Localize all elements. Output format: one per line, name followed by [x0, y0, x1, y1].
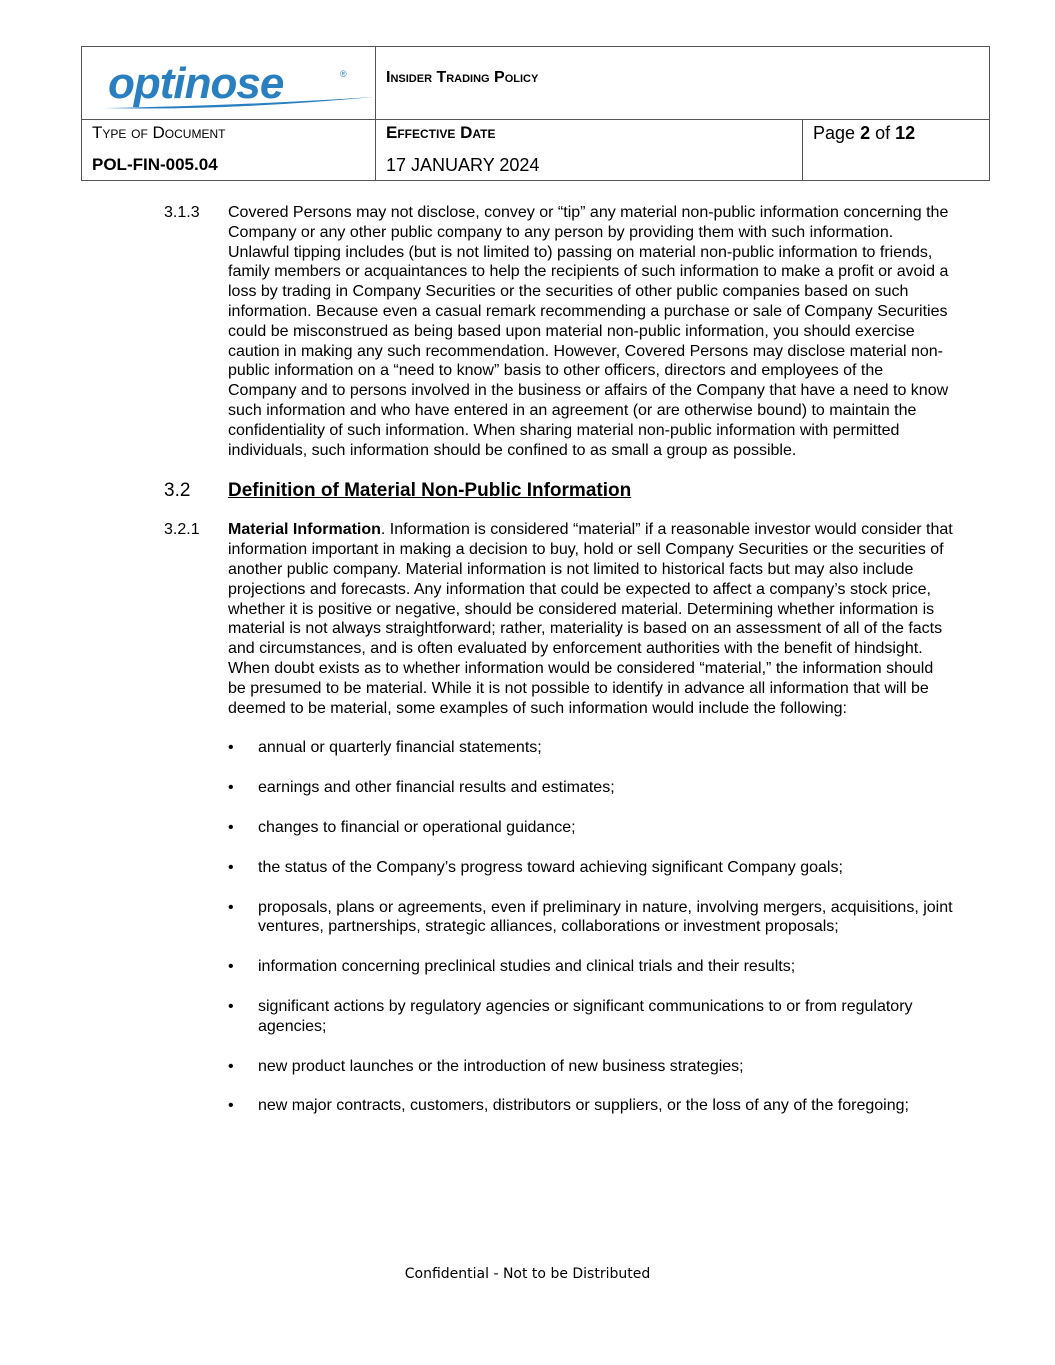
page-total: 12 [895, 123, 916, 143]
logo-wordmark: optinose [108, 59, 284, 108]
effective-date-label: Effective Date [386, 123, 496, 142]
logo-swoosh-icon [102, 97, 382, 111]
title-cell [376, 47, 990, 120]
document-header-table [81, 46, 990, 181]
list-item: • new product launches or the introduction of new business strategies; [228, 1057, 954, 1077]
type-cell [82, 120, 376, 181]
effective-date-value: 17 JANUARY 2024 [386, 155, 540, 175]
logo-registered-mark: ® [340, 69, 347, 79]
section-3-2-1 [164, 520, 954, 718]
section-number: 3.1.3 [164, 204, 200, 221]
section-3-2-heading [164, 479, 954, 503]
list-item: • new major contracts, customers, distributors or suppliers, or the loss of any of the foregoing; [228, 1096, 954, 1116]
section-text: Covered Persons may not disclose, convey or “tip” any material non-public information concerning the Company or any other public company to any person by providing them with such information. Unlawful tipping includes (but is not limited to) passing on material non-public information to friends, family members or acquaintances to help the recipients of such information to make a profit or avoid a loss by trading in Company Securities or the securities of other public companies based on such information. Because even a casual remark recommending a purchase or sale of Company Securities could be misconstrued as being based upon material non-public information, you should exercise caution in making any such recommendation. However, Covered Persons may disclose material non-public information on a “need to know” basis to other officers, directors and employees of the Company and to persons involved in the business or affairs of the Company that have a need to know such information and who have entered in an agreement (or are otherwise bound) to maintain the confidentiality of such information. When sharing material non-public information with permitted individuals, such information should be confined to as small a group as possible. [228, 204, 949, 459]
list-item: • significant actions by regulatory agencies or significant communications to or from regulatory agencies; [228, 997, 954, 1037]
section-number: 3.2.1 [164, 521, 200, 539]
list-item: • information concerning preclinical studies and clinical trials and their results; [228, 957, 954, 977]
document-id: POL-FIN-005.04 [92, 155, 218, 174]
logo-cell [82, 47, 376, 120]
section-3-1-3 [164, 203, 954, 460]
material-examples-list [164, 738, 954, 1116]
page-of: of [875, 123, 891, 143]
list-item: • annual or quarterly financial statements; [228, 738, 954, 758]
company-logo [82, 47, 375, 119]
page-number: 2 [860, 123, 871, 143]
date-cell [376, 120, 803, 181]
document-body [164, 203, 954, 1116]
confidential-footer: Confidential - Not to be Distributed [404, 1266, 651, 1282]
section-title: Definition of Material Non-Public Information [228, 480, 632, 502]
document-title: Insider Trading Policy [386, 69, 539, 86]
page-cell [803, 120, 990, 181]
section-number: 3.2 [164, 480, 191, 502]
list-item: • proposals, plans or agreements, even if preliminary in nature, involving mergers, acquisitions, joint ventures, partnerships, strategic alliances, collaborations or investment proposals; [228, 898, 954, 938]
section-lead-term: Material Information [228, 521, 381, 539]
section-text: . Information is considered “material” if a reasonable investor would consider that information important in making a decision to buy, hold or sell Company Securities or the securities of another public company. Material information is not limited to historical facts but may also include projections and forecasts. Any information that could be expected to affect a company’s stock price, whether it is positive or negative, should be considered material. Determining whether information is material is not always straightforward; rather, materiality is based on an assessment of all of the facts and circumstances, and is often evaluated by enforcement authorities with the benefit of hindsight. When doubt exists as to whether information would be considered “material,” the information should be presumed to be material. While it is not possible to identify in advance all information that will be deemed to be material, some examples of such information would include the following: [228, 521, 953, 717]
list-item: • earnings and other financial results and estimates; [228, 778, 954, 798]
list-item: • changes to financial or operational guidance; [228, 818, 954, 838]
type-label: Type of Document [92, 123, 226, 142]
list-item: • the status of the Company’s progress toward achieving significant Company goals; [228, 858, 954, 878]
page-prefix: Page [813, 123, 856, 143]
